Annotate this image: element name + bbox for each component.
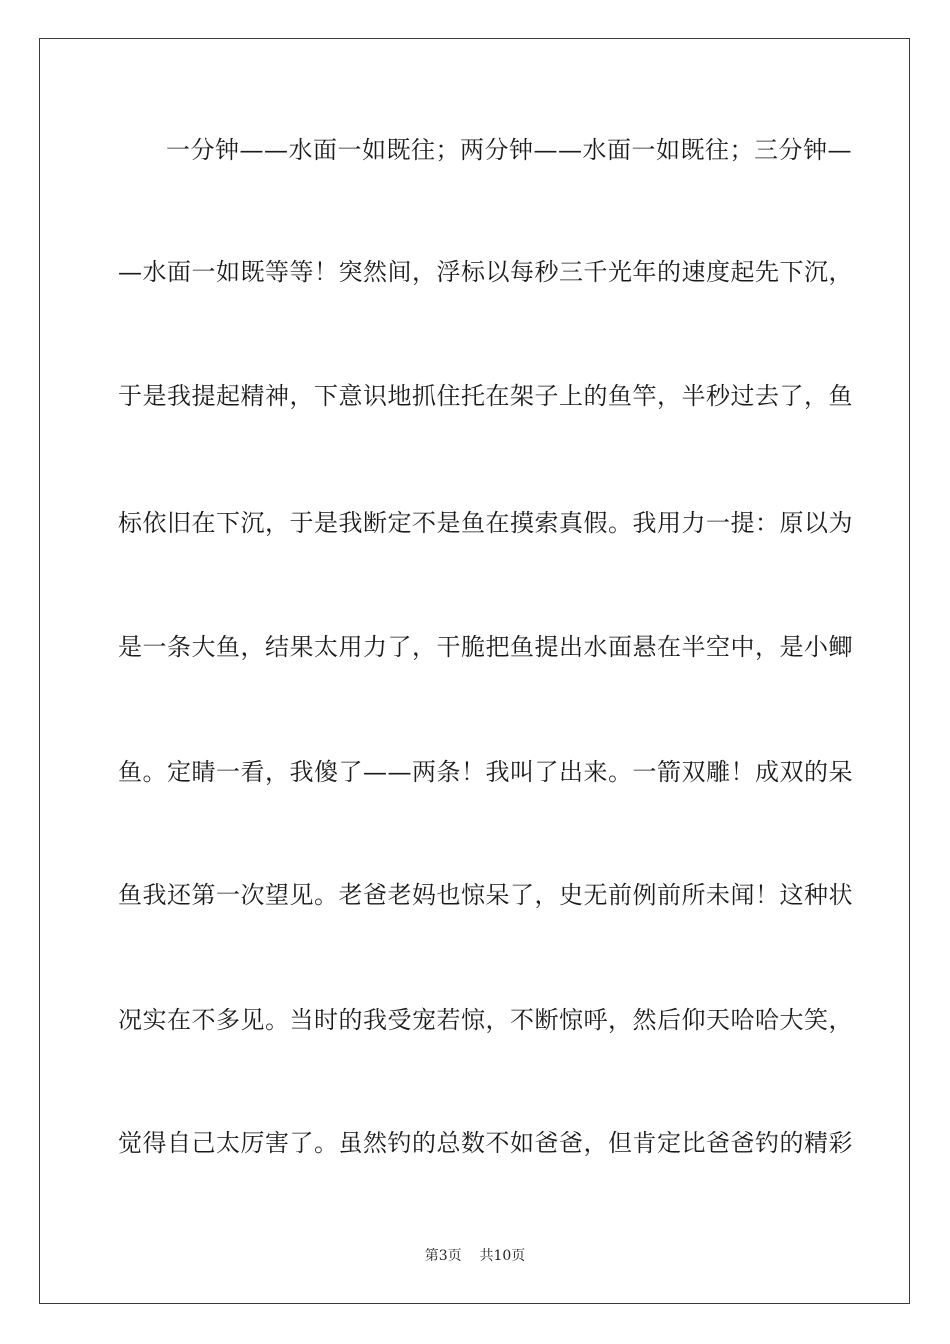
text-line: 鱼我还第一次望见。老爸老妈也惊呆了，史无前例前所未闻！这种状 (118, 881, 853, 909)
text-line: 一分钟——水面一如既往；两分钟——水面一如既往；三分钟— (166, 136, 852, 164)
text-line: —水面一如既等等！突然间，浮标以每秒三千光年的速度起先下沉， (118, 258, 853, 286)
text-line: 标依旧在下沉，于是我断定不是鱼在摸索真假。我用力一提：原以为 (118, 509, 853, 537)
text-line: 是一条大鱼，结果太用力了，干脆把鱼提出水面悬在半空中，是小鲫 (118, 633, 853, 661)
text-line: 鱼。定睛一看，我傻了——两条！我叫了出来。一箭双雕！成双的呆 (118, 758, 853, 786)
text-line: 况实在不多见。当时的我受宠若惊，不断惊呼，然后仰天哈哈大笑， (118, 1006, 853, 1034)
text-line: 觉得自己太厉害了。虽然钓的总数不如爸爸，但肯定比爸爸钓的精彩 (118, 1129, 853, 1157)
page-number: 第3页 (424, 1248, 462, 1264)
page-footer (0, 1246, 950, 1266)
page-total: 共10页 (479, 1248, 526, 1264)
text-line: 于是我提起精神，下意识地抓住托在架子上的鱼竿，半秒过去了，鱼 (118, 382, 853, 410)
